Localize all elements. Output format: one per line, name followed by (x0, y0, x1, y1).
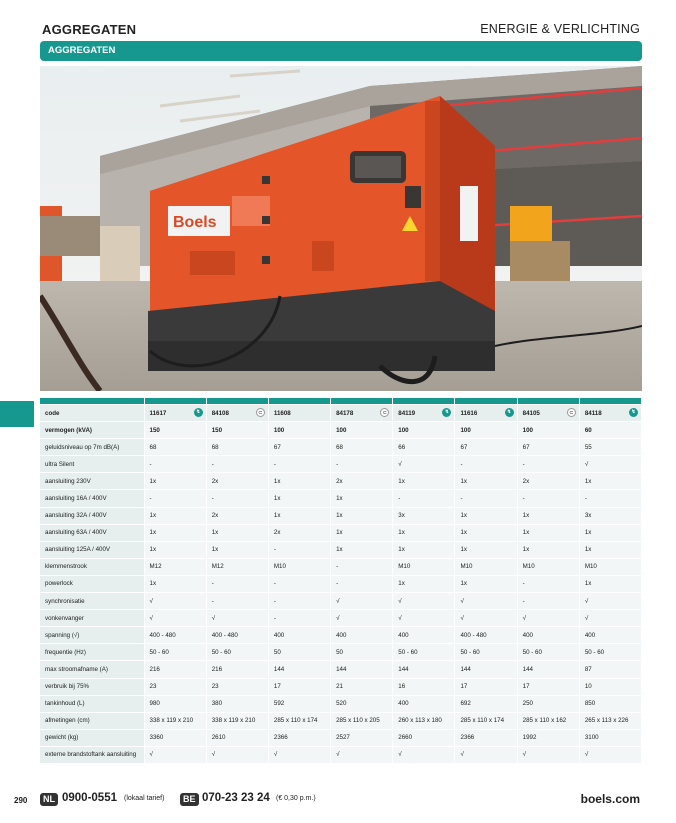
code-cell (206, 405, 268, 422)
website-link[interactable]: boels.com (580, 792, 640, 806)
table-cell: 1x (268, 490, 330, 507)
nl-badge: NL (40, 793, 58, 806)
table-cell: 1x (579, 473, 641, 490)
table-cell: 1x (144, 507, 206, 524)
table-cell: 67 (517, 439, 579, 456)
row-label: spanning (√) (40, 627, 144, 644)
row-label: vonkenvanger (40, 610, 144, 627)
table-cell: √ (206, 746, 268, 763)
code-cell (144, 405, 206, 422)
table-cell: 100 (393, 422, 455, 439)
row-label: aansluiting 125A / 400V (40, 541, 144, 558)
table-cell: 1x (579, 524, 641, 541)
table-cell: M10 (579, 558, 641, 575)
table-cell: - (144, 490, 206, 507)
table-cell: 1x (517, 507, 579, 524)
table-cell: 216 (206, 661, 268, 678)
table-cell: 2x (268, 524, 330, 541)
category-bar: AGGREGATEN (40, 41, 642, 61)
table-cell: - (206, 456, 268, 473)
code-cell (268, 405, 330, 422)
svg-text:Boels: Boels (173, 214, 217, 231)
code-value: 84178 (336, 409, 354, 417)
section-title: ENERGIE & VERLICHTING (480, 22, 640, 36)
table-cell: √ (393, 610, 455, 627)
row-label: afmetingen (cm) (40, 712, 144, 729)
table-cell: √ (579, 456, 641, 473)
table-cell: 17 (268, 678, 330, 695)
table-cell: 400 (331, 627, 393, 644)
table-cell: 1x (455, 524, 517, 541)
table-cell: 850 (579, 695, 641, 712)
table-cell: - (206, 593, 268, 610)
nl-note: (lokaal tarief) (124, 795, 165, 802)
table-cell: 2x (517, 473, 579, 490)
table-cell: 380 (206, 695, 268, 712)
table-row (40, 507, 642, 524)
table-cell: 1x (393, 524, 455, 541)
table-cell: 400 - 480 (206, 627, 268, 644)
table-cell: 520 (331, 695, 393, 712)
table-cell: 265 x 113 x 226 (579, 712, 641, 729)
table-cell: 1x (268, 473, 330, 490)
table-cell: M10 (517, 558, 579, 575)
table-cell: 16 (393, 678, 455, 695)
be-phone: 070-23 23 24 (202, 792, 270, 804)
table-row (40, 712, 642, 729)
table-cell: 250 (517, 695, 579, 712)
table-cell: 21 (331, 678, 393, 695)
table-cell: 2660 (393, 729, 455, 746)
table-cell: 3x (393, 507, 455, 524)
table-cell: 400 (393, 695, 455, 712)
page-title: AGGREGATEN (42, 22, 137, 37)
table-cell: 1x (579, 541, 641, 558)
table-cell: 1x (579, 575, 641, 592)
table-cell: √ (144, 610, 206, 627)
table-row (40, 729, 642, 746)
table-cell: √ (579, 610, 641, 627)
table-cell: 1x (393, 473, 455, 490)
table-cell: √ (393, 746, 455, 763)
table-cell: √ (455, 610, 517, 627)
table-cell: 1x (331, 490, 393, 507)
table-cell: 50 (331, 644, 393, 661)
table-cell: 68 (144, 439, 206, 456)
footer (0, 792, 676, 812)
table-cell: 66 (393, 439, 455, 456)
row-label: tankinhoud (L) (40, 695, 144, 712)
table-cell: 100 (517, 422, 579, 439)
code-cell (579, 405, 641, 422)
table-cell: 592 (268, 695, 330, 712)
table-cell: 87 (579, 661, 641, 678)
table-cell: - (268, 575, 330, 592)
row-label: geluidsniveau op 7m dB(A) (40, 439, 144, 456)
table-cell: 50 - 60 (579, 644, 641, 661)
table-row (40, 695, 642, 712)
table-cell: √ (517, 610, 579, 627)
table-cell: 980 (144, 695, 206, 712)
table-cell: √ (393, 456, 455, 473)
table-cell: - (331, 575, 393, 592)
code-value: 11616 (460, 409, 478, 417)
table-cell: 2x (331, 473, 393, 490)
table-cell: √ (455, 746, 517, 763)
table-cell: 50 (268, 644, 330, 661)
table-row (40, 627, 642, 644)
table-cell: 400 (579, 627, 641, 644)
table-cell: 1x (393, 575, 455, 592)
product-info-icon[interactable]: ⊂ (380, 408, 389, 417)
generator-photo (40, 66, 642, 391)
table-cell: √ (331, 610, 393, 627)
table-header-row (40, 405, 642, 422)
table-cell: 400 - 480 (455, 627, 517, 644)
table-cell: - (268, 610, 330, 627)
page-number: 290 (14, 796, 28, 805)
table-cell: 2366 (268, 729, 330, 746)
table-cell: 285 x 110 x 174 (268, 712, 330, 729)
table-row (40, 661, 642, 678)
generator-illustration (40, 66, 642, 391)
table-cell: 150 (144, 422, 206, 439)
table-cell: 1x (517, 524, 579, 541)
table-cell: - (455, 490, 517, 507)
table-cell: 1x (268, 507, 330, 524)
table-cell: 144 (517, 661, 579, 678)
row-label: max stroomafname (A) (40, 661, 144, 678)
table-cell: 10 (579, 678, 641, 695)
table-cell: M12 (206, 558, 268, 575)
table-cell: 144 (331, 661, 393, 678)
table-cell: √ (331, 746, 393, 763)
table-cell: √ (393, 593, 455, 610)
side-tab (0, 401, 34, 427)
row-label: ultra Silent (40, 456, 144, 473)
product-info-icon[interactable]: ↯ (505, 408, 514, 417)
table-cell: 2527 (331, 729, 393, 746)
table-row (40, 610, 642, 627)
table-cell: 260 x 113 x 180 (393, 712, 455, 729)
table-cell: 400 - 480 (144, 627, 206, 644)
table-cell: 400 (268, 627, 330, 644)
table-cell: 1x (144, 473, 206, 490)
table-cell: M10 (393, 558, 455, 575)
be-badge: BE (180, 793, 199, 806)
table-cell: 2610 (206, 729, 268, 746)
table-cell: - (144, 456, 206, 473)
row-label: externe brandstoftank aansluiting (40, 746, 144, 763)
table-cell: 1x (144, 575, 206, 592)
table-cell: 150 (206, 422, 268, 439)
row-label: verbruik bij 75% (40, 678, 144, 695)
row-label: powerlock (40, 575, 144, 592)
nl-phone: 0900-0551 (62, 792, 117, 804)
table-cell: 50 - 60 (144, 644, 206, 661)
table-row (40, 746, 642, 763)
table-cell: √ (579, 746, 641, 763)
table-cell: 338 x 119 x 210 (206, 712, 268, 729)
table-cell: 1x (455, 575, 517, 592)
row-label: aansluiting 32A / 400V (40, 507, 144, 524)
code-cell (393, 405, 455, 422)
header-label: code (40, 405, 144, 422)
code-value: 84108 (211, 409, 229, 417)
table-cell: 216 (144, 661, 206, 678)
table-row (40, 473, 642, 490)
row-label: synchronisatie (40, 593, 144, 610)
table-row (40, 575, 642, 592)
table-cell: 692 (455, 695, 517, 712)
table-cell: 144 (393, 661, 455, 678)
table-row (40, 644, 642, 661)
table-cell: 100 (331, 422, 393, 439)
table-cell: - (268, 541, 330, 558)
table-cell: 285 x 110 x 174 (455, 712, 517, 729)
be-note: (€ 0,30 p.m.) (276, 795, 316, 802)
table-cell: M10 (268, 558, 330, 575)
table-cell: 1x (517, 541, 579, 558)
table-cell: 1x (206, 541, 268, 558)
table-cell: 50 - 60 (517, 644, 579, 661)
table-cell: 23 (144, 678, 206, 695)
table-cell: 2366 (455, 729, 517, 746)
table-cell: - (206, 575, 268, 592)
table-cell: √ (517, 746, 579, 763)
code-value: 11617 (149, 409, 167, 417)
table-cell: 1x (331, 507, 393, 524)
table-cell: 100 (455, 422, 517, 439)
table-cell: - (331, 456, 393, 473)
row-label: aansluiting 16A / 400V (40, 490, 144, 507)
table-cell: - (331, 558, 393, 575)
table-cell: √ (206, 610, 268, 627)
table-cell: 1992 (517, 729, 579, 746)
table-cell: 23 (206, 678, 268, 695)
code-value: 84118 (584, 409, 602, 417)
table-cell: 50 - 60 (455, 644, 517, 661)
table-cell: 1x (331, 541, 393, 558)
table-cell: 60 (579, 422, 641, 439)
code-cell (455, 405, 517, 422)
table-cell: M10 (455, 558, 517, 575)
table-cell: √ (455, 593, 517, 610)
product-info-icon[interactable]: ↯ (629, 408, 638, 417)
row-label: aansluiting 230V (40, 473, 144, 490)
table-cell: - (268, 593, 330, 610)
table-cell: 3360 (144, 729, 206, 746)
product-info-icon[interactable]: ⊂ (567, 408, 576, 417)
table-cell: √ (268, 746, 330, 763)
table-cell: - (579, 490, 641, 507)
table-cell: 144 (268, 661, 330, 678)
product-info-icon[interactable]: ↯ (442, 408, 451, 417)
table-cell: M12 (144, 558, 206, 575)
table-cell: 1x (331, 524, 393, 541)
table-row (40, 456, 642, 473)
code-value: 84105 (522, 409, 540, 417)
table-row (40, 678, 642, 695)
table-cell: - (517, 593, 579, 610)
table-cell: 17 (517, 678, 579, 695)
code-value: 11608 (273, 409, 291, 417)
table-cell: 3100 (579, 729, 641, 746)
table-cell: 55 (579, 439, 641, 456)
table-cell: - (268, 456, 330, 473)
table-cell: 338 x 119 x 210 (144, 712, 206, 729)
table-cell: √ (579, 593, 641, 610)
table-row (40, 558, 642, 575)
table-cell: - (206, 490, 268, 507)
table-row (40, 439, 642, 456)
table-cell: - (393, 490, 455, 507)
table-cell: √ (144, 593, 206, 610)
table-row (40, 422, 642, 439)
table-cell: 1x (455, 507, 517, 524)
table-cell: 1x (144, 541, 206, 558)
table-cell: 67 (268, 439, 330, 456)
table-cell: 285 x 110 x 162 (517, 712, 579, 729)
table-row (40, 524, 642, 541)
table-cell: - (455, 456, 517, 473)
table-cell: 17 (455, 678, 517, 695)
table-cell: 67 (455, 439, 517, 456)
table-cell: - (517, 456, 579, 473)
spec-table (40, 398, 642, 764)
table-row (40, 593, 642, 610)
table-cell: - (517, 575, 579, 592)
row-label: frequentie (Hz) (40, 644, 144, 661)
product-info-icon[interactable]: ↯ (194, 408, 203, 417)
table-cell: 1x (455, 473, 517, 490)
table-cell: - (517, 490, 579, 507)
table-cell: √ (144, 746, 206, 763)
table-cell: 2x (206, 507, 268, 524)
table-cell: 1x (455, 541, 517, 558)
table-cell: 3x (579, 507, 641, 524)
table-cell: 144 (455, 661, 517, 678)
table-cell: 50 - 60 (393, 644, 455, 661)
table-cell: 1x (144, 524, 206, 541)
table-cell: 68 (331, 439, 393, 456)
code-cell (331, 405, 393, 422)
table-cell: 1x (393, 541, 455, 558)
code-value: 84119 (398, 409, 416, 417)
table-cell: 2x (206, 473, 268, 490)
table-cell: 50 - 60 (206, 644, 268, 661)
table-cell: 1x (206, 524, 268, 541)
table-cell: 100 (268, 422, 330, 439)
code-cell (517, 405, 579, 422)
table-cell: 400 (393, 627, 455, 644)
table-cell: √ (331, 593, 393, 610)
table-row (40, 490, 642, 507)
product-info-icon[interactable]: ⊂ (256, 408, 265, 417)
row-label: gewicht (kg) (40, 729, 144, 746)
table-cell: 285 x 110 x 205 (331, 712, 393, 729)
row-label: aansluiting 63A / 400V (40, 524, 144, 541)
row-label: klemmenstrook (40, 558, 144, 575)
table-cell: 400 (517, 627, 579, 644)
row-label: vermogen (kVA) (40, 422, 144, 439)
table-cell: 68 (206, 439, 268, 456)
table-row (40, 541, 642, 558)
